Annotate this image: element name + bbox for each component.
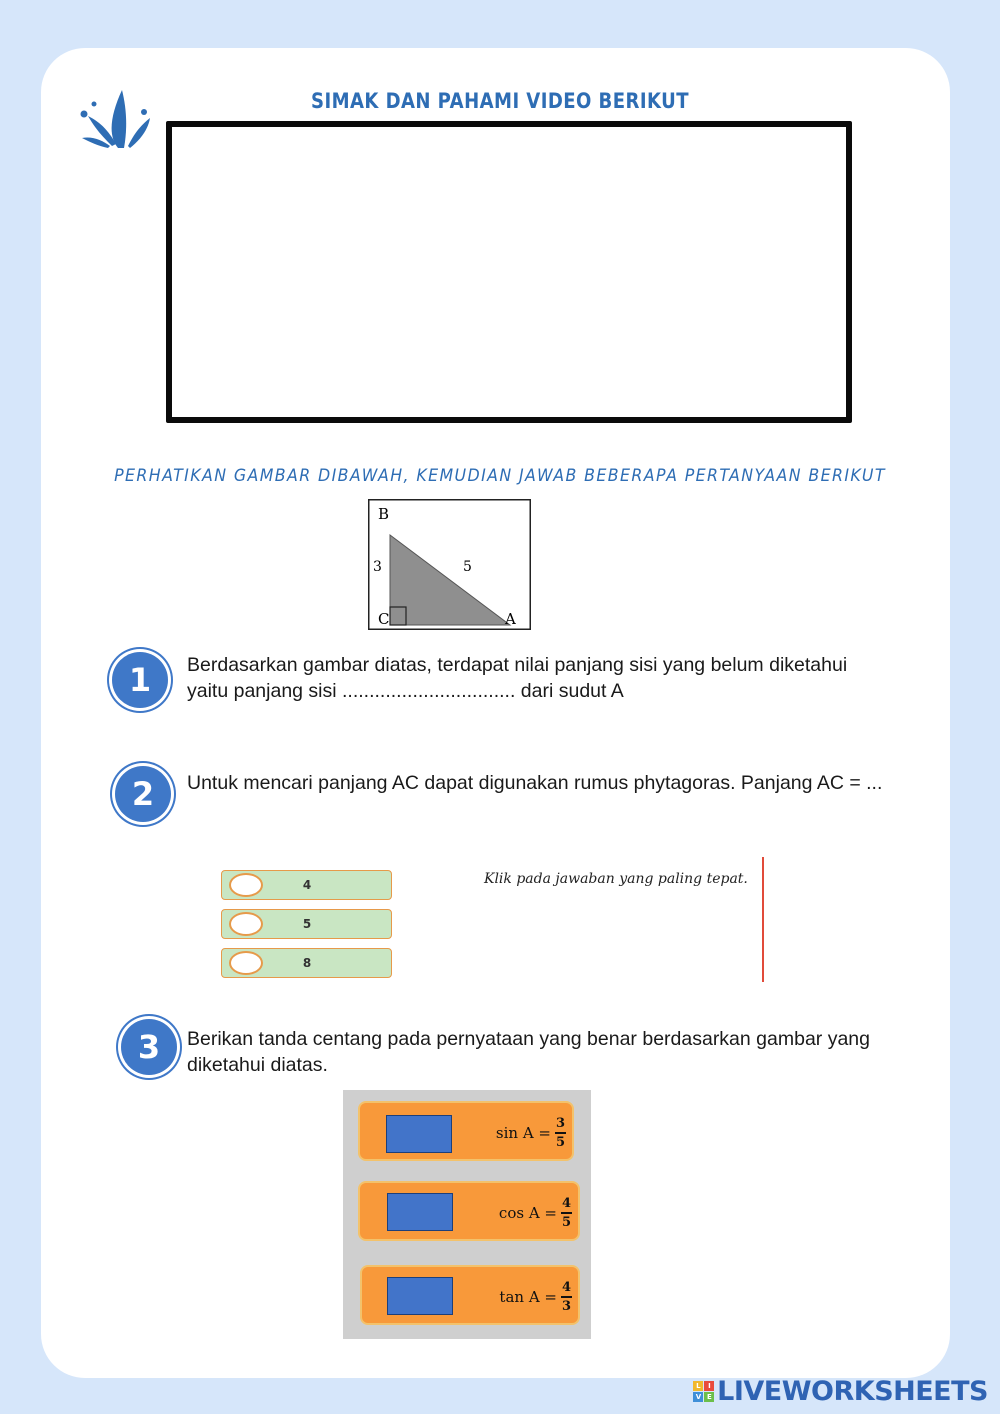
cos-formula [499, 1191, 572, 1235]
instruction-heading: PERHATIKAN GAMBAR DIBAWAH, KEMUDIAN JAWAB BEBERAPA PERTANYAAN BERIKUT [114, 466, 886, 486]
sin-formula [496, 1111, 566, 1155]
question-3-text: Berikan tanda centang pada pernyataan yang benar berdasarkan gambar yang diketahui diatas. [187, 1028, 870, 1076]
video-player-frame[interactable] [166, 121, 852, 423]
cos-numerator: 4 [561, 1196, 572, 1212]
vertex-a-label: A [505, 610, 516, 628]
sin-numerator: 3 [555, 1116, 566, 1132]
vertex-c-label: C [378, 610, 390, 628]
question-2-number: 2 [115, 766, 171, 822]
q3-statement-cos [358, 1181, 580, 1241]
divider-line [762, 857, 764, 982]
radio-circle-icon[interactable] [229, 873, 263, 897]
liveworksheets-logo-icon: L I V E [693, 1381, 714, 1402]
question-3-number: 3 [121, 1019, 177, 1075]
checkbox-sin[interactable] [386, 1115, 452, 1153]
q2-option-1[interactable] [221, 870, 392, 900]
q2-option-3[interactable] [221, 948, 392, 978]
tan-denominator: 3 [561, 1298, 572, 1314]
question-1-number: 1 [112, 652, 168, 708]
radio-circle-icon[interactable] [229, 912, 263, 936]
question-2-text: Untuk mencari panjang AC dapat digunakan rumus phytagoras. Panjang AC = ... [187, 772, 883, 794]
side-ab-label: 5 [463, 559, 472, 575]
side-bc-label: 3 [373, 559, 382, 575]
q2-option-2[interactable] [221, 909, 392, 939]
liveworksheets-brand [693, 1374, 988, 1408]
brand-text: LIVEWORKSHEETS [717, 1375, 988, 1407]
cos-denominator: 5 [561, 1214, 572, 1230]
vertex-b-label: B [378, 505, 390, 523]
q3-statement-sin [358, 1101, 574, 1161]
q2-option-2-value: 5 [302, 917, 312, 931]
sin-function-label: sin A = [495, 1124, 551, 1142]
sin-fraction [555, 1116, 566, 1150]
page-title: SIMAK DAN PAHAMI VIDEO BERIKUT [311, 89, 689, 113]
tan-fraction [561, 1280, 572, 1314]
cos-function-label: cos A = [498, 1204, 557, 1222]
q2-hint-text: Klik pada jawaban yang paling tepat. [484, 871, 748, 887]
q3-statement-tan [360, 1265, 580, 1325]
tan-formula [499, 1275, 572, 1319]
q2-option-1-value: 4 [302, 878, 312, 892]
q2-option-3-value: 8 [302, 956, 312, 970]
sin-denominator: 5 [555, 1134, 566, 1150]
tan-function-label: tan A = [499, 1288, 557, 1306]
radio-circle-icon[interactable] [229, 951, 263, 975]
checkbox-tan[interactable] [387, 1277, 453, 1315]
right-triangle-figure [368, 499, 531, 630]
tan-numerator: 4 [561, 1280, 572, 1296]
question-1-text: Berdasarkan gambar diatas, terdapat nilai panjang sisi yang belum diketahui yaitu panjang sisi ................................ dari sudut A [187, 654, 848, 702]
checkbox-cos[interactable] [387, 1193, 453, 1231]
cos-fraction [561, 1196, 572, 1230]
q3-statement-panel [343, 1090, 591, 1339]
